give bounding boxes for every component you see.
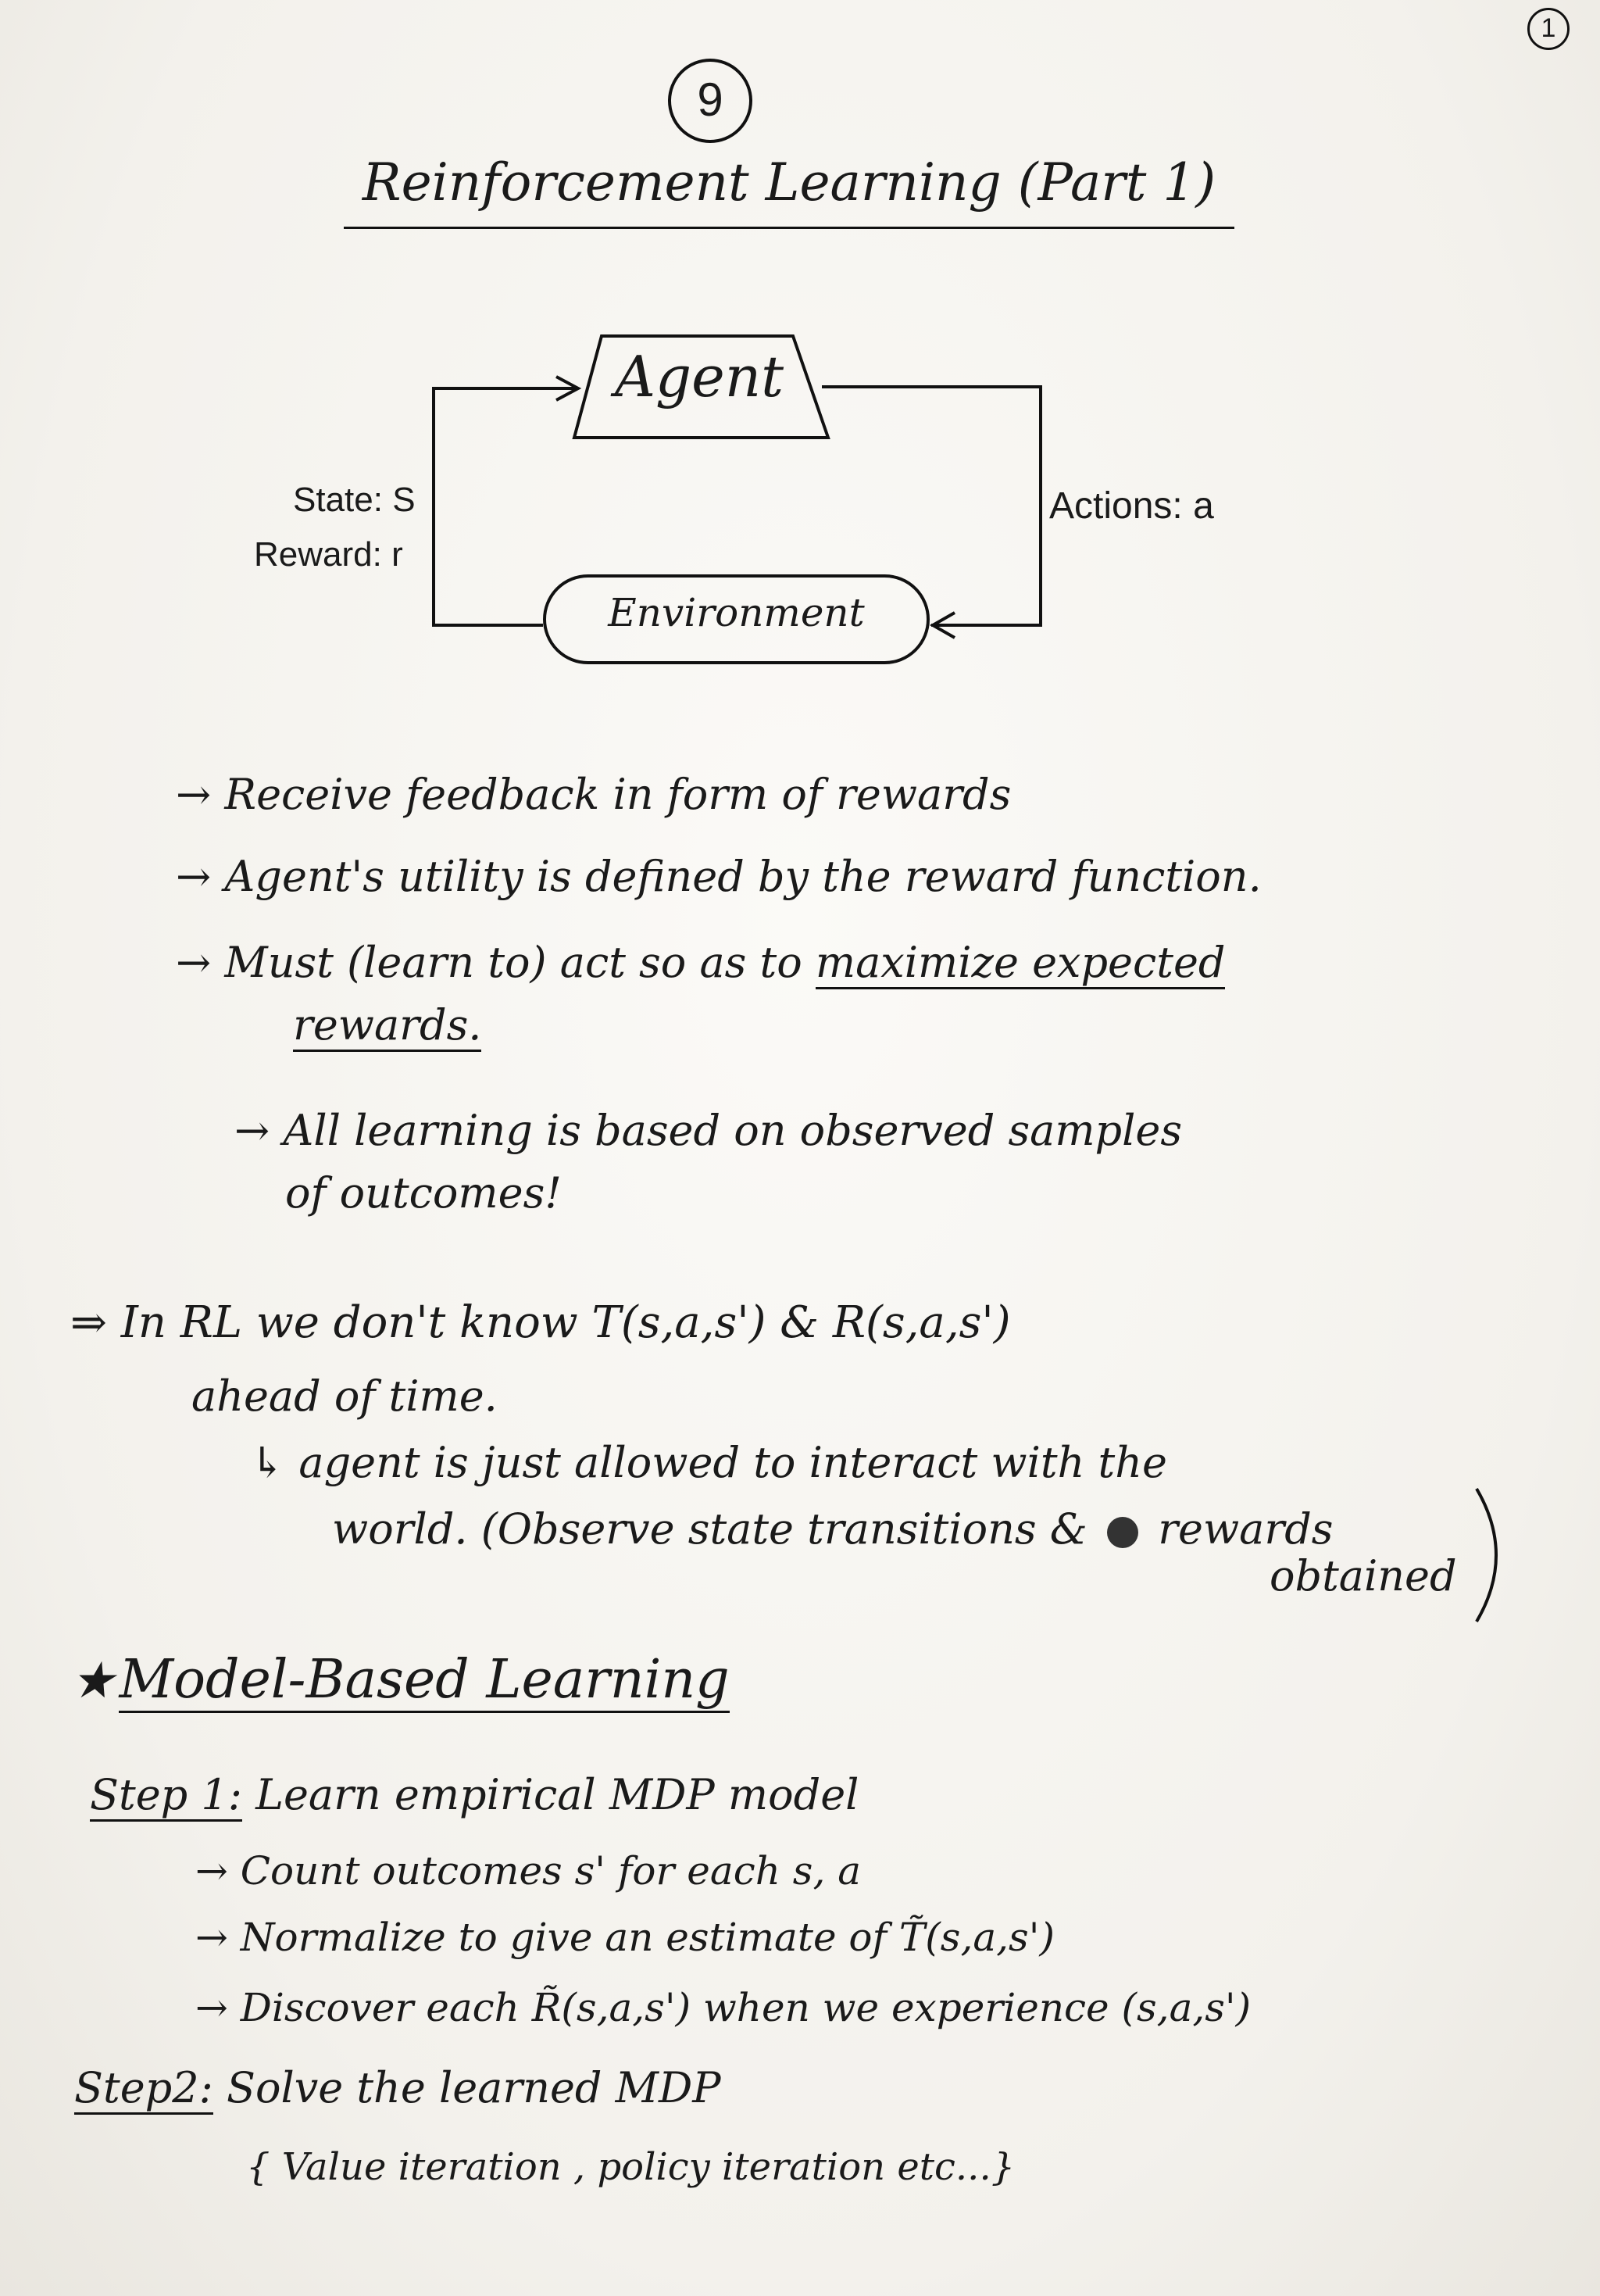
bullet-3-continued: rewards. [293, 1000, 481, 1050]
step1-item-3: → Discover each R̃(s,a,s') when we experience (s,a,s') [195, 1985, 1252, 2030]
lecture-number: 9 [668, 59, 752, 143]
bullet-3: → Must (learn to) act so as to maximize expected [176, 938, 1225, 987]
rl-note-line3: ↳ agent is just allowed to interact with the [250, 1438, 1167, 1487]
arrow-icon: → [195, 1985, 241, 2030]
arrow-icon: → [195, 1848, 241, 1894]
star-icon: ★ [70, 1652, 116, 1710]
page-number: 1 [1527, 8, 1570, 50]
scribble-mark [1107, 1517, 1138, 1548]
state-label: State: S [293, 481, 416, 519]
arrow-icon: → [176, 938, 225, 987]
double-arrow-icon: ⇒ [70, 1297, 121, 1348]
step1-item-2: → Normalize to give an estimate of T̃(s,a,s') [195, 1915, 1055, 1960]
rl-note-line1: ⇒ In RL we don't know T(s,a,s') & R(s,a,s') [70, 1297, 1011, 1348]
reward-label: Reward: r [254, 535, 403, 574]
page-title: Reinforcement Learning (Part 1) [362, 152, 1216, 213]
environment-label: Environment [608, 590, 865, 635]
learning-note-line2: of outcomes! [285, 1168, 562, 1218]
rl-note-line4: world. (Observe state transitions & rewards [332, 1504, 1334, 1554]
arrow-icon: → [195, 1915, 241, 1960]
step2-note: { Value iteration , policy iteration etc...} [246, 2145, 1016, 2189]
arrow-icon: → [176, 852, 225, 901]
arrow-icon: → [234, 1106, 284, 1155]
learning-note-line1: → All learning is based on observed samples [234, 1106, 1183, 1155]
rl-note-line5: obtained [1270, 1551, 1457, 1600]
underlined-phrase: maximize expected [816, 938, 1226, 989]
agent-label: Agent [615, 344, 784, 409]
model-based-heading: ★ Model-Based Learning [70, 1649, 730, 1711]
bullet-2: → Agent's utility is defined by the reward function. [176, 852, 1262, 901]
step1: Step 1: Learn empirical MDP model [90, 1770, 859, 1819]
sub-arrow-icon: ↳ [250, 1438, 299, 1487]
arrow-icon: → [176, 770, 225, 819]
step2: Step2: Solve the learned MDP [74, 2063, 721, 2112]
closing-paren [1469, 1485, 1516, 1625]
bullet-1: → Receive feedback in form of rewards [176, 770, 1012, 819]
action-label: Actions: a [1049, 485, 1214, 527]
step1-item-1: → Count outcomes s' for each s, a [195, 1848, 862, 1894]
rl-note-line2: ahead of time. [191, 1372, 498, 1421]
